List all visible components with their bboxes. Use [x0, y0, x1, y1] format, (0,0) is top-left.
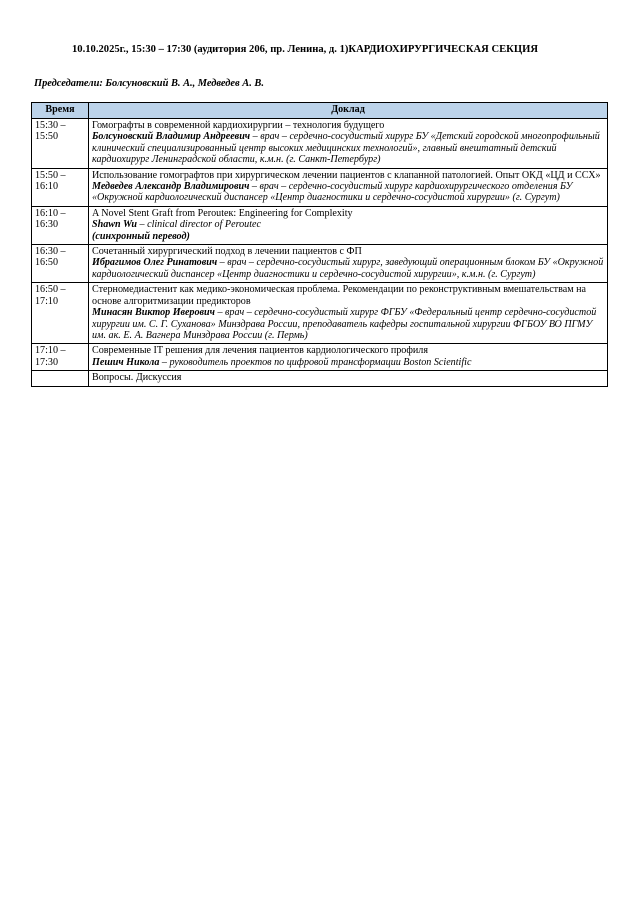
talk-speaker: [92, 219, 604, 242]
speaker-name: Пешич Никола: [92, 356, 160, 368]
speaker-info: – врач – сердечно-сосудистый хирург ФГБУ «Федеральный центр сердечно-сосудистой хирургии им. С. Г. Суханова» Минздрава России, преподаватель кафедры госпитальной хирургии ФГБОУ ВО ПГМУ им. ак. Е. А. Вагнера Минздрава России (г. Пермь): [92, 307, 597, 341]
program-table: [31, 102, 608, 387]
talk-title: Современные IT решения для лечения пациентов кардиологического профиля: [92, 345, 428, 357]
session-chairs: Председатели: Болсуновский В. А., Медведев А. В.: [34, 78, 264, 89]
table-row: [32, 119, 608, 169]
speaker-name: Ибрагимов Олег Ринатович: [92, 257, 218, 269]
speaker-info: – clinical director of Perouteс: [137, 219, 261, 231]
talk-title: A Novel Stent Graft from Perouteк: Engineering for Complexity: [92, 207, 353, 219]
talk-title: Гомографты в современной кардиохирургии – технология будущего: [92, 120, 385, 131]
talk-speaker: [92, 131, 604, 165]
speaker-info: – врач – сердечно-сосудистый хирург, заведующий операционным блоком БУ «Окружной кардиологический диспансер «Центр диагностики и сердечно-сосудистой хирургии», к.м.н. (г. Сургут): [92, 257, 604, 280]
talk-time: 16:10 – 16:30: [32, 206, 89, 244]
table-row: [32, 283, 608, 344]
talk-cell: [89, 344, 608, 371]
talk-title: Стерномедиастенит как медико-экономическая проблема. Рекомендации по реконструктивным вмешательствам на основе алгоритмизации предикторов: [92, 284, 586, 307]
speaker-info: – врач – сердечно-сосудистый хирург БУ «Детский городской многопрофильный клинический специализированный центр высоких медицинских технологий», главный внештатный детский кардиохирург Ленинградской области, к.м.н. (г. Санкт-Петербург): [92, 131, 600, 166]
talk-speaker: [92, 307, 604, 341]
talk-time: 16:30 – 16:50: [32, 245, 89, 283]
speaker-name: Болсуновский Владимир Андреевич: [92, 131, 251, 143]
speaker-info: – руководитель проектов по цифровой трансформации Boston Scientific: [159, 356, 472, 368]
column-header-time: Время: [32, 103, 89, 119]
talk-time: 15:50 – 16:10: [32, 168, 89, 206]
talk-title: Сочетанный хирургический подход в лечении пациентов с ФП: [92, 246, 362, 258]
column-header-talk: Доклад: [89, 103, 608, 119]
talk-cell: [89, 371, 608, 386]
talk-speaker: [92, 257, 604, 280]
table-row: [32, 245, 608, 283]
talk-title: Использование гомографтов при хирургическом лечении пациентов с клапанной патологией. Опыт ОКД «ЦД и ССХ»: [92, 169, 601, 181]
talk-cell: [89, 283, 608, 344]
discussion-label: Вопросы. Дискуссия: [92, 372, 182, 384]
talk-cell: [89, 245, 608, 283]
talk-time: [32, 371, 89, 386]
speaker-info: – врач – сердечно-сосудистый хирург кардиохирургического отделения БУ «Окружной кардиологический диспансер «Центр диагностики и сердечно-сосудистой хирургии» (г. Сургут): [92, 181, 573, 204]
talk-speaker: [92, 357, 604, 368]
table-row: [32, 206, 608, 244]
table-header-row: [32, 103, 608, 119]
talk-cell: [89, 168, 608, 206]
session-header: 10.10.2025г., 15:30 – 17:30 (аудитория 206, пр. Ленина, д. 1)КАРДИОХИРУРГИЧЕСКАЯ СЕКЦИЯ: [72, 44, 538, 55]
speaker-name: Медведев Александр Владимирович: [92, 181, 250, 193]
speaker-name: Минасян Виктор Иверович: [92, 307, 215, 319]
talk-speaker: [92, 181, 604, 204]
talk-cell: [89, 119, 608, 169]
talk-cell: [89, 206, 608, 244]
translation-note: (синхронный перевод): [92, 230, 190, 242]
table-row: [32, 344, 608, 371]
table-row: [32, 168, 608, 206]
table-row: [32, 371, 608, 386]
talk-time: 16:50 – 17:10: [32, 283, 89, 344]
speaker-name: Shawn Wu: [92, 219, 137, 231]
talk-time: 15:30 – 15:50: [32, 119, 89, 169]
talk-time: 17:10 – 17:30: [32, 344, 89, 371]
